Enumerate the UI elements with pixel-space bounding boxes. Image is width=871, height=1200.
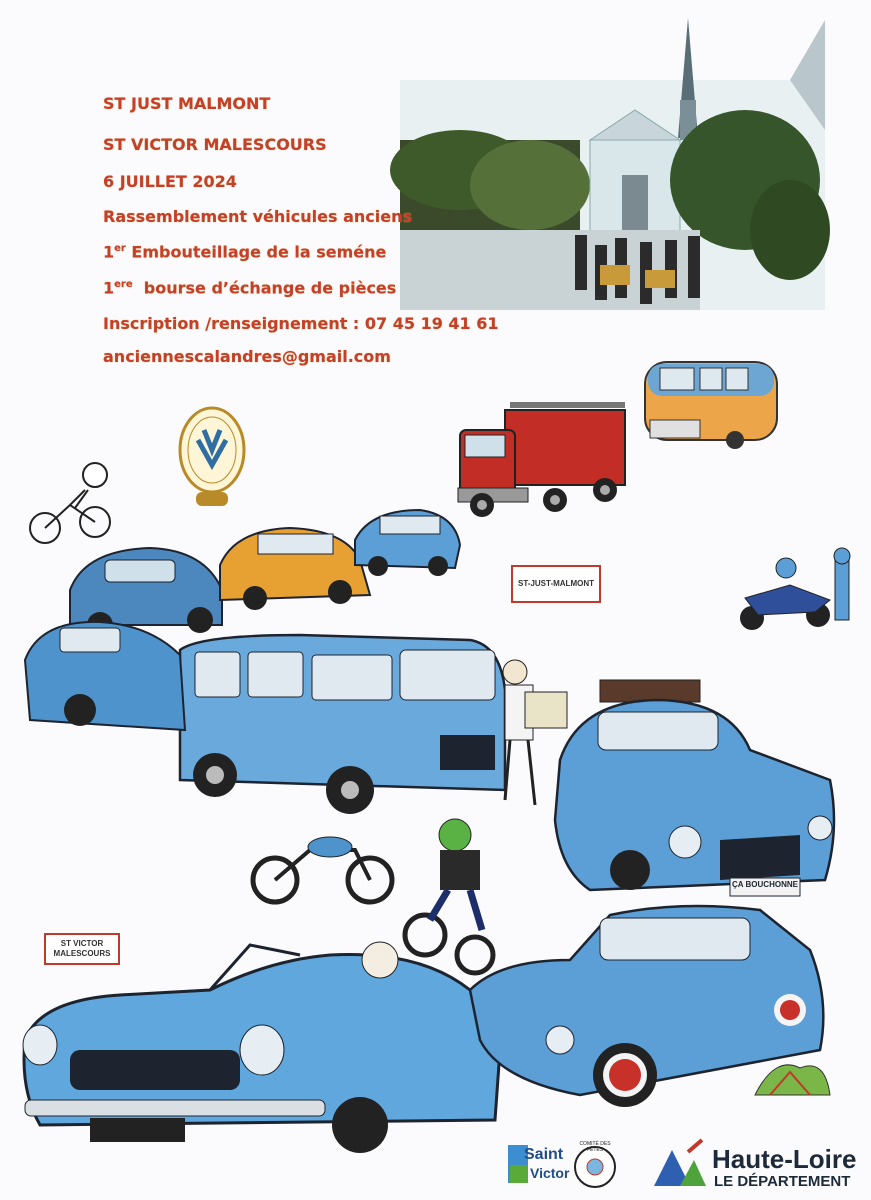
church-photo	[390, 18, 830, 310]
saint-victor-line1: Saint	[524, 1146, 564, 1163]
comite-des-fetes-label: COMITÉ DES FÊTES	[579, 1141, 611, 1153]
ordinal-number: 1	[103, 242, 115, 262]
parts-exchange-text: bourse d’échange de pièces	[132, 278, 397, 298]
association-emblem	[180, 408, 244, 506]
haute-loire-logo	[654, 1140, 706, 1186]
comite-des-fetes-logo	[575, 1147, 615, 1187]
event-location-2: ST VICTOR MALESCOURS	[103, 135, 327, 154]
cyclist-cartoon	[30, 463, 110, 543]
haute-loire-subtitle: LE DÉPARTEMENT	[714, 1173, 851, 1190]
estafette-van	[180, 635, 505, 814]
saint-victor-line2: Victor	[530, 1165, 570, 1181]
sign-st-victor-malescours	[44, 933, 120, 965]
sign-label-line1: ST VICTOR	[60, 939, 104, 949]
ordinal-suffix: er	[114, 243, 126, 254]
ordinal-number: 1	[103, 278, 115, 298]
vintage-motorcycle	[253, 837, 392, 902]
event-traffic-jam	[103, 244, 386, 260]
event-subtitle: Rassemblement véhicules anciens	[103, 207, 412, 226]
license-plate: ÇA BOUCHONNE	[732, 880, 798, 889]
car-small-blue	[355, 510, 460, 576]
sign-st-just-malmont	[511, 565, 601, 603]
ordinal-suffix: ere	[114, 279, 133, 290]
police-motorcycle	[740, 548, 850, 630]
event-email: anciennescalandres@gmail.com	[103, 347, 391, 366]
traffic-jam-text: Embouteillage de la seméne	[125, 242, 387, 262]
village-emblem	[755, 1065, 830, 1095]
event-parts-exchange	[103, 280, 396, 296]
car-ami6-orange	[220, 528, 370, 610]
haute-loire-title: Haute-Loire	[712, 1144, 857, 1174]
event-contact-phone: Inscription /renseignement : 07 45 19 41 61	[103, 314, 499, 333]
sign-label-line2: MALESCOURS	[53, 949, 111, 958]
vintage-bus	[645, 362, 777, 449]
peugeot-404-cabriolet	[23, 942, 500, 1153]
dauphine-car	[25, 622, 185, 730]
fire-truck	[458, 402, 625, 517]
sign-label: ST-JUST-MALMONT	[518, 579, 594, 589]
event-location-1: ST JUST MALMONT	[103, 94, 271, 113]
peugeot-203	[555, 680, 834, 896]
motocross-rider	[405, 819, 493, 973]
event-date: 6 JUILLET 2024	[103, 172, 237, 191]
